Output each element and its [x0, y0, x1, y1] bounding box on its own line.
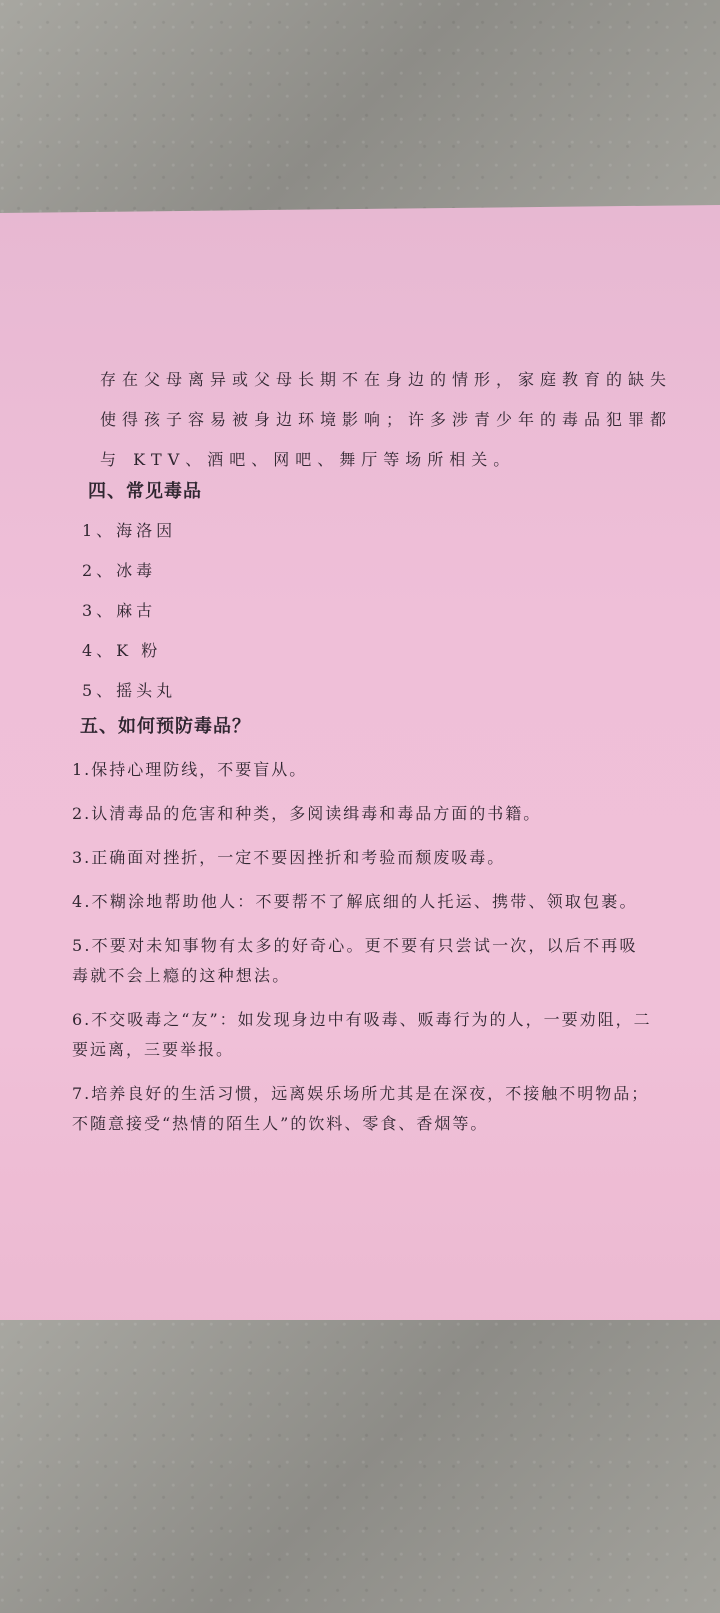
prevention-tip: 7.培养良好的生活习惯，远离娱乐场所尤其是在深夜，不接触不明物品；不随意接受“热情的陌生人”的饮料、零食、香烟等。	[72, 1084, 650, 1133]
intro-line: 与 KTV、酒吧、网吧、舞厅等场所相关。	[100, 450, 516, 469]
intro-line: 存在父母离异或父母长期不在身边的情形，家庭教育的缺失	[100, 370, 673, 389]
drug-item: 2、冰毒	[82, 561, 157, 580]
intro-paragraph	[100, 360, 675, 480]
ground-top	[0, 0, 720, 220]
prevention-tip: 5.不要对未知事物有太多的好奇心。更不要有只尝试一次，以后不再吸毒就不会上瘾的这种想法。	[72, 936, 638, 985]
prevention-tips	[72, 755, 652, 1139]
prevention-tip: 1.保持心理防线，不要盲从。	[72, 760, 308, 779]
drug-list	[82, 511, 382, 711]
intro-line: 使得孩子容易被身边环境影响；许多涉青少年的毒品犯罪都	[100, 410, 673, 429]
document-page	[0, 205, 720, 1375]
drug-item: 4、K 粉	[82, 641, 162, 660]
prevention-tip: 3.正确面对挫折，一定不要因挫折和考验而颓废吸毒。	[72, 848, 506, 867]
drug-item: 5、摇头丸	[82, 681, 177, 700]
prevention-tip: 4.不糊涂地帮助他人：不要帮不了解底细的人托运、携带、领取包裹。	[72, 892, 638, 911]
drug-item: 1、海洛因	[82, 521, 177, 540]
prevention-tip: 2.认清毒品的危害和种类，多阅读缉毒和毒品方面的书籍。	[72, 804, 542, 823]
prevention-tip: 6.不交吸毒之“友”：如发现身边中有吸毒、贩毒行为的人，一要劝阻，二要远离，三要举报。	[72, 1010, 652, 1059]
section-heading-common-drugs: 四、常见毒品	[88, 481, 202, 502]
ground-bottom	[0, 1320, 720, 1613]
section-heading-prevention: 五、如何预防毒品？	[80, 716, 251, 737]
drug-item: 3、麻古	[82, 601, 157, 620]
